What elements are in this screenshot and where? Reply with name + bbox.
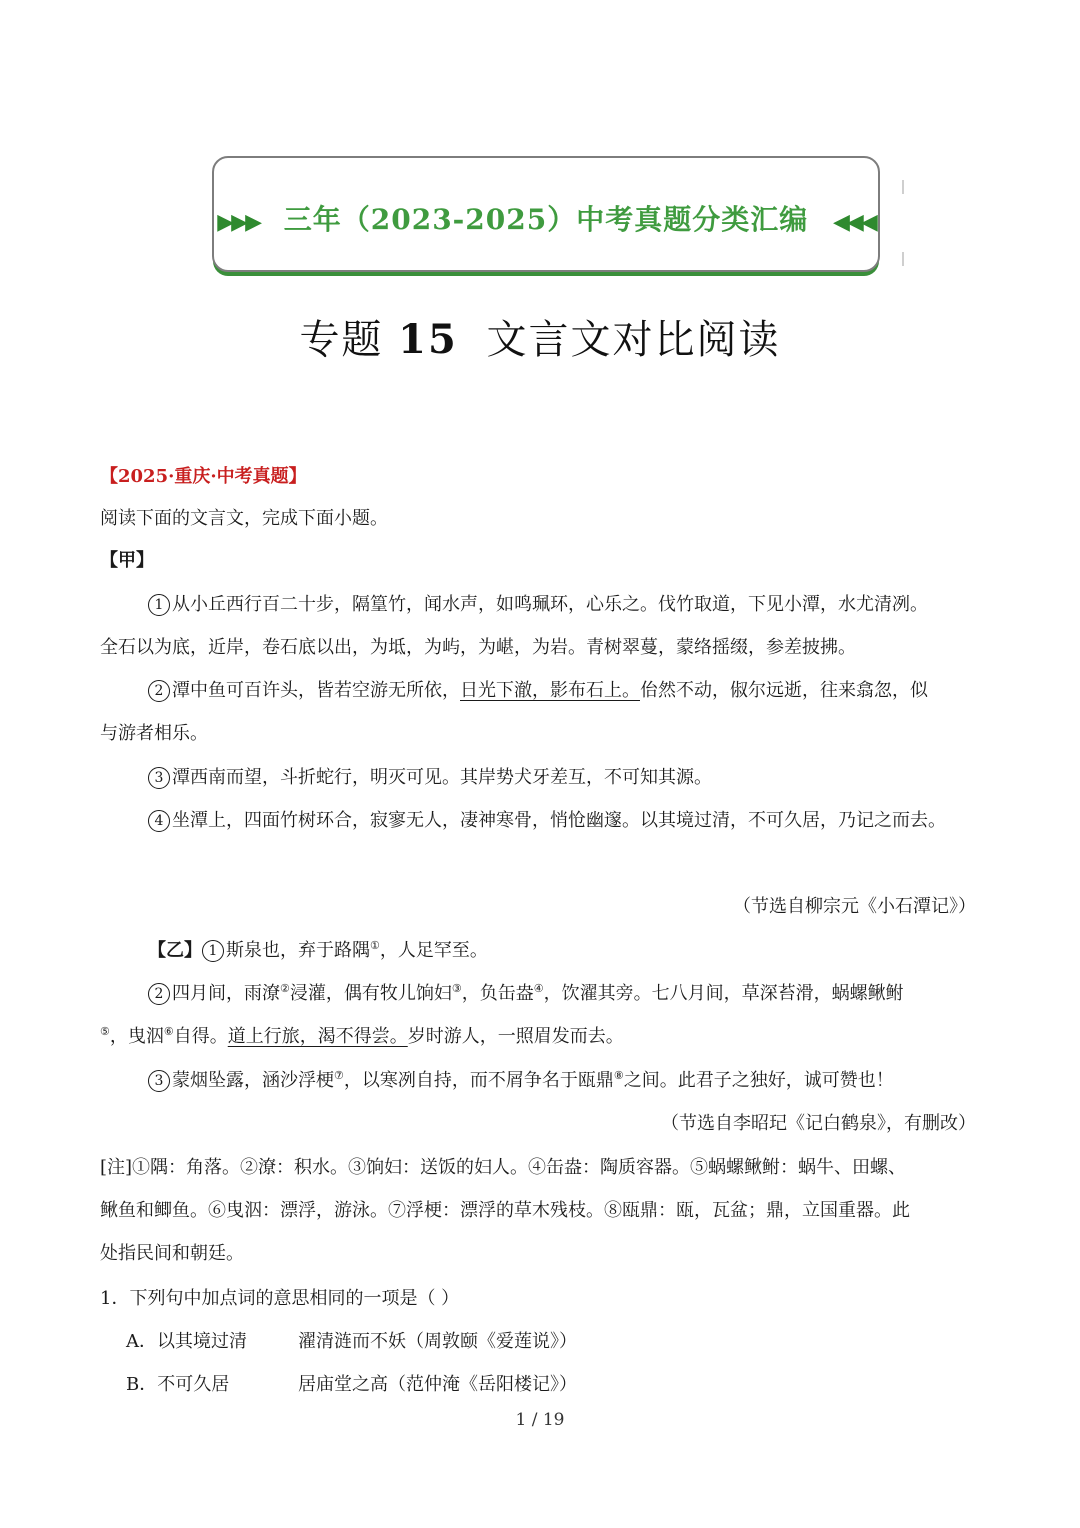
note-ref: ①: [370, 939, 380, 952]
jia-p3-line: 潭西南而望，斗折蛇行，明灭可见。其岸势犬牙差互，不可知其源。: [172, 767, 712, 788]
decorative-mark: [902, 180, 904, 194]
question-stem: 1．下列句中加点词的意思相同的一项是（ ）: [100, 1288, 460, 1309]
yi-label: 【乙】: [148, 940, 202, 961]
note-ref: ⑧: [613, 1069, 624, 1082]
para-number: 3: [148, 767, 170, 789]
yi-p3-a: 蒙烟坠露，涵沙浮梗: [172, 1070, 334, 1091]
decorative-mark: [902, 252, 904, 266]
instruction: 阅读下面的文言文，完成下面小题。: [100, 508, 388, 529]
jia-p1-line1: 从小丘西行百二十步，隔篁竹，闻水声，如鸣珮环，心乐之。伐竹取道，下见小潭，水尤清冽。: [172, 594, 928, 615]
header-banner: [212, 156, 880, 272]
option-b-label: B．不可久居: [126, 1374, 230, 1395]
page-number: 1 / 19: [515, 1410, 565, 1430]
para-number: 2: [148, 680, 170, 702]
yi-p2-line2: [100, 1022, 624, 1048]
yi-p2-e: ，曳泅: [109, 1026, 164, 1047]
notes-line3: 处指民间和朝廷。: [100, 1243, 244, 1264]
jia-label: 【甲】: [100, 550, 154, 571]
option-b-ref: 居庙堂之高（范仲淹《岳阳楼记》）: [298, 1374, 577, 1395]
yi-p2-b: 浸灌，偶有牧儿饷妇: [289, 983, 452, 1004]
yi-p2-c: ，负缶盎: [461, 983, 534, 1004]
jia-p1: [148, 590, 928, 616]
yi-p1-b: ，人足罕至。: [379, 940, 488, 961]
title-number: 15: [398, 316, 458, 363]
yi-p2: [148, 979, 904, 1005]
yi-p1: [148, 936, 488, 962]
jia-p2-underlined: 日光下澈，影布石上。: [460, 680, 640, 701]
note-ref: ④: [533, 982, 544, 995]
yi-p3-b: ，以寒冽自持，而不屑争名于瓯鼎: [343, 1070, 614, 1091]
note-ref: ⑦: [334, 1069, 344, 1082]
notes-line2: 鳅鱼和鲫鱼。⑥曳泅：漂浮，游泳。⑦浮梗：漂浮的草木残枝。⑧瓯鼎：瓯，瓦盆；鼎，立国重器。此: [100, 1200, 910, 1221]
jia-p2-b: 佁然不动，俶尔远逝，往来翕忽，似: [640, 680, 928, 701]
page-title: [0, 308, 1080, 365]
para-number: 4: [148, 810, 170, 832]
yi-p1-a: 斯泉也，弃于路隅: [226, 940, 370, 961]
yi-p2-f: 自得。: [173, 1026, 228, 1047]
option-a-ref: 濯清涟而不妖（周敦颐《爱莲说》）: [298, 1331, 577, 1352]
yi-p2-a: 四月间，雨潦: [172, 983, 280, 1004]
jia-p1-line2: 全石以为底，近岸，卷石底以出，为坻，为屿，为嵁，为岩。青树翠蔓，蒙络摇缀，参差披拂。: [100, 637, 856, 658]
option-b: [126, 1370, 577, 1396]
notes-line1: [注]①隅：角落。②潦：积水。③饷妇：送饭的妇人。④缶盎：陶质容器。⑤蜗螺鳅鲋：蜗牛、田螺、: [100, 1157, 907, 1178]
jia-source: （节选自柳宗元《小石潭记》）: [733, 896, 976, 917]
yi-p3: [148, 1066, 894, 1092]
para-number: 1: [148, 594, 170, 616]
para-number: 3: [148, 1070, 170, 1092]
para-number: 1: [202, 940, 224, 962]
banner-title: 三年（2023-2025）中考真题分类汇编: [283, 203, 809, 236]
yi-source: （节选自李昭玘《记白鹤泉》，有删改）: [661, 1113, 976, 1134]
para-number: 2: [148, 983, 170, 1005]
note-ref: ②: [280, 982, 290, 995]
note-ref: ③: [451, 982, 462, 995]
note-ref: ⑤: [100, 1025, 110, 1038]
yi-p2-d: ，饮濯其旁。七八月间，草深苔滑，蜗螺鳅鲋: [543, 983, 904, 1004]
title-prefix: 专题: [299, 317, 384, 363]
jia-p4: [148, 806, 946, 832]
jia-p2-a: 潭中鱼可百许头，皆若空游无所依，: [172, 680, 460, 701]
option-a-label: A．以其境过清: [126, 1331, 247, 1352]
option-a: [126, 1327, 577, 1353]
source-tag: 【2025·重庆·中考真题】: [100, 466, 307, 487]
jia-p4-line: 坐潭上，四面竹树环合，寂寥无人，凄神寒骨，悄怆幽邃。以其境过清，不可久居，乃记之而去。: [172, 810, 946, 831]
yi-p2-underlined: 道上行旅，渴不得尝。: [227, 1026, 408, 1047]
banner-text-row: [214, 198, 878, 238]
jia-p2: [148, 676, 928, 702]
note-ref: ⑥: [163, 1025, 174, 1038]
jia-p3: [148, 763, 712, 789]
yi-p3-c: 之间。此君子之独好，诚可赞也！: [623, 1070, 894, 1091]
right-arrows-icon: ◀◀◀: [832, 209, 875, 235]
yi-p2-g: 岁时游人，一照眉发而去。: [407, 1026, 624, 1047]
title-text: 文言文对比阅读: [486, 317, 781, 363]
left-arrows-icon: ▶▶▶: [217, 209, 259, 235]
jia-p2-line2: 与游者相乐。: [100, 723, 208, 744]
